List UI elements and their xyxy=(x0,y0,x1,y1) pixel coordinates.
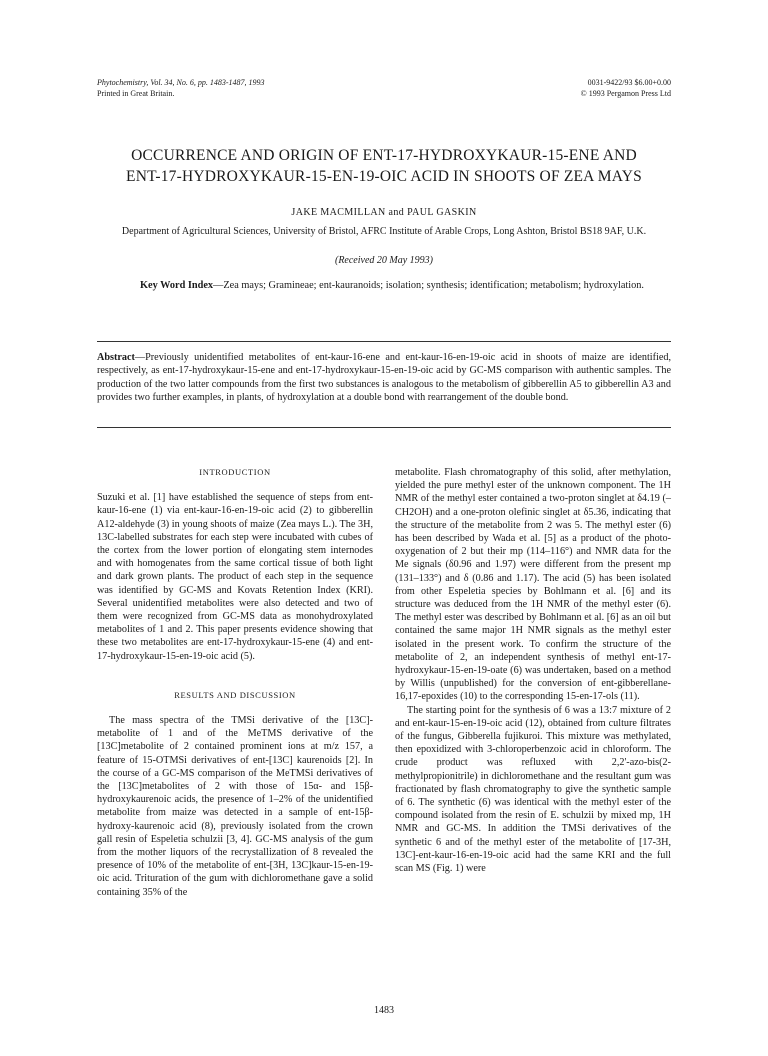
article-code xyxy=(581,77,671,99)
code-line-1: 0031-9422/93 $6.00+0.00 xyxy=(587,78,671,87)
body-paragraph-2: The starting point for the synthesis of 6 was a 13:7 mixture of 2 and ent-kaur-15-en-19-oic acid (12), obtained from culture filtrates of the fungus, Gibberella fujikuroi. This mixture was methylated, then epoxidized with 3-chloroperbenzoic acid in chloroform. The crude product was refluxed with 2,2'-azo-bis(2-methylpropionitrile) in dichloromethane and the resultant gum was fractionated by flash chromatography to give the synthetic sample of 6. The synthetic (6) was identical with the methyl ester of the compound isolated from the resin of E. schulzii by mixed mp, 1H NMR and GC-MS. In addition the TMSi derivatives of the synthetic 6 and of the methyl ester of the metabolite of [17-3H, 13C]-ent-kaur-16-en-19-oic acid had the same KRI and the full scan MS (Fig. 1) were xyxy=(395,704,671,875)
section-heading-results: RESULTS AND DISCUSSION xyxy=(174,689,296,700)
keyword-index xyxy=(140,279,660,293)
bottom-divider xyxy=(97,427,671,428)
affiliation: Department of Agricultural Sciences, University of Bristol, AFRC Institute of Arable Crops, Long Ashton, Bristol BS18 9AF, U.K. xyxy=(121,226,647,237)
article-title xyxy=(80,145,688,187)
journal-line-1: Phytochemistry, Vol. 34, No. 6, pp. 1483-1487, 1993 xyxy=(97,78,265,87)
abstract xyxy=(97,351,671,404)
received-date: (Received 20 May 1993) xyxy=(334,255,433,266)
page-number: 1483 xyxy=(374,1005,394,1016)
journal-line-2: Printed in Great Britain. xyxy=(97,89,175,98)
top-divider xyxy=(97,341,671,342)
section-heading-introduction: INTRODUCTION xyxy=(199,467,271,477)
title-line-1: OCCURRENCE AND ORIGIN OF ENT-17-HYDROXYKAUR-15-ENE AND xyxy=(131,147,637,164)
right-column xyxy=(395,466,671,875)
abstract-label: Abstract xyxy=(97,352,135,363)
introduction-paragraph: Suzuki et al. [1] have established the sequence of steps from ent-kaur-16-ene (1) via ent-kaur-16-en-19-oic acid (2) to gibberellin A12-aldehyde (3) in young shoots of maize (Zea mays L.). The 3H, 13C-labelled substrates for each step were incubated with cubes of the cortex from the lower portion of elongating stem internodes and with homogenates from the same cortical tissue of both light and dark grown plants. The product of each step in the sequence was identified by GC-MS and Kovats Retention Index (KRI). Several unidentified metabolites were also detected and two of them were recognized from GC-MS data as monohydroxylated metabolites of 1 and 2. This paper presents evidence showing that these two metabolites are ent-17-hydroxykaur-15-ene (4) and ent-17-hydroxykaur-15-en-19-oic acid (5). xyxy=(97,492,373,662)
body-paragraph-1: metabolite. Flash chromatography of this solid, after methylation, yielded the pure methyl ester of the unknown component. The 1H NMR of the methyl ester contained a two-proton singlet at δ4.19 (–CH2OH) and a one-proton olefinic singlet at δ5.36, indicating that the structure of the metabolite from 2 was 5. The methyl ester (6) has been described by Wada et al. [5] as a product of the photo-oxygenation of 2 but their mp (114–116°) and NMR data for the Me signals (δ0.96 and 1.97) were different from the present mp (131–133°) and δ (0.86 and 1.17). The acid (5) has been isolated from other Espeletia species by Bohlmann et al. [6] and its structure was deduced from the 1H NMR of the methyl ester (6). The methyl ester was described by Bohlmann et al. [6] as an oil but contained the same major 1H NMR signals as the methyl ester isolated in the present work. To confirm the structure of the metabolite of 2, an independent synthesis of methyl ent-17-hydroxykaur-15-en-19-oate (6) was undertaken, based on a method by Willis (unpublished) for the conversion of ent-gibberellane-16,17-epoxides (10) to the corresponding 15-en-17-ols (11). xyxy=(395,467,671,703)
title-line-2: ENT-17-HYDROXYKAUR-15-EN-19-OIC ACID IN SHOOTS OF ZEA MAYS xyxy=(126,168,642,185)
journal-citation xyxy=(97,77,265,99)
abstract-text: —Previously unidentified metabolites of ent-kaur-16-ene and ent-kaur-16-en-19-oic acid in shoots of maize are identified, respectively, as ent-17-hydroxykaur-15-ene and ent-17-hydroxykaur-15-en-19-oic acid by GC-MS comparison with authentic samples. The production of the two latter compounds from the first two substances is analogous to the metabolism of gibberellin A5 to gibberellin A3 and provides two further examples, in plants, of hydroxylation at a double bond with rearrangement of the double bond. xyxy=(97,352,671,403)
authors: JAKE MACMILLAN and PAUL GASKIN xyxy=(291,207,477,218)
code-line-2: © 1993 Pergamon Press Ltd xyxy=(580,89,671,98)
results-paragraph: The mass spectra of the TMSi derivative of the [13C]-metabolite of 1 and of the MeTMS derivative of the [13C]metabolite of 2 contained prominent ions at m/z 157, a feature of 15-OTMSi derivatives of ent-[13C] kaurenoids [2]. In the course of a GC-MS comparison of the MeTMSi derivatives of the [13C]metabolites of 2 with those of 15α- and 15β-hydroxykaurenoic acids, the presence of 1–2% of the unidentified metabolite from maize was detected in a sample of ent-15β-hydroxy-kaurenoic acid (8), previously isolated from the crown gall resin of Espeletia schulzii [3, 4]. GC-MS analysis of the gum from the mother liquors of the recrystallization of 8 revealed the presence of 10% of the metabolite of ent-[3H, 13C]kaur-15-en-19-oic acid. Trituration of the gum with dichloromethane gave a solid containing 35% of the xyxy=(97,715,373,898)
keyword-label: Key Word Index xyxy=(140,280,214,291)
left-column xyxy=(97,466,373,899)
keyword-text: —Zea mays; Gramineae; ent-kauranoids; isolation; synthesis; identification; metabolism; hydroxylation. xyxy=(213,280,644,291)
